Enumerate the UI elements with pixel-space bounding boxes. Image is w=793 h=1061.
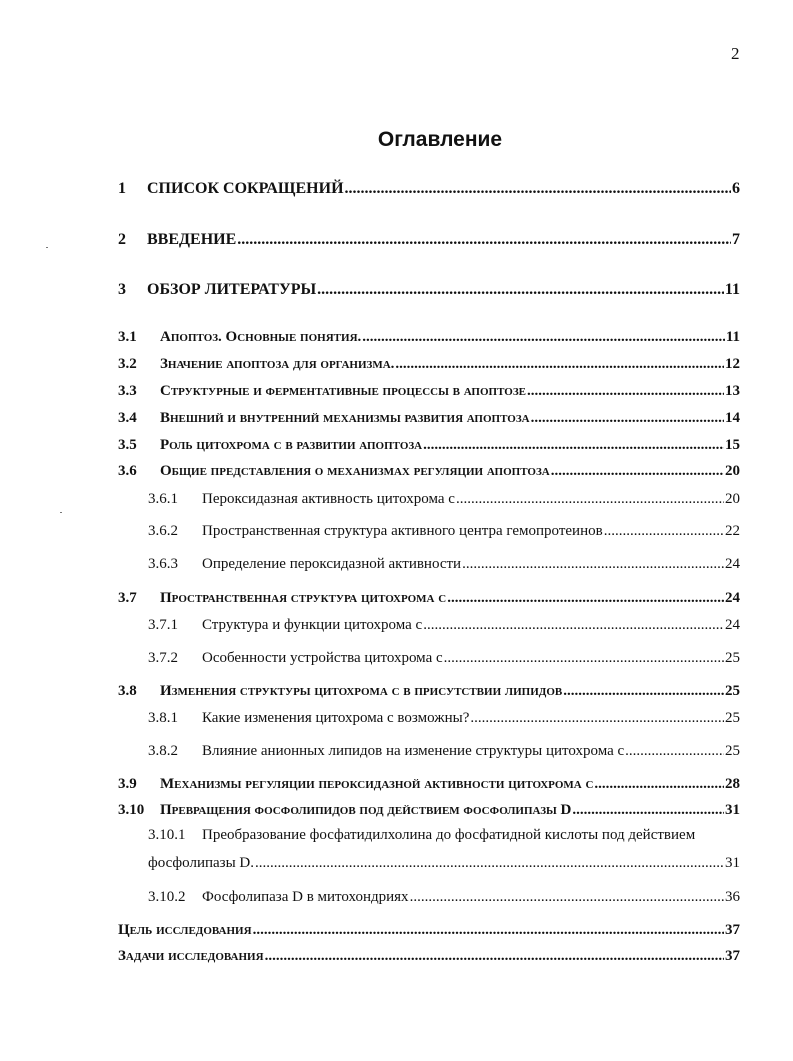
toc-leader <box>255 854 724 872</box>
toc-number: 3.8.1 <box>148 710 178 726</box>
toc-label: Особенности устройства цитохрома с <box>202 650 443 666</box>
toc-label: Определение пероксидазной активности <box>202 556 462 572</box>
toc-number: 3 <box>118 281 126 298</box>
toc-leader <box>447 589 724 607</box>
toc-leader <box>423 436 724 454</box>
toc-number: 3.6.2 <box>148 523 178 539</box>
toc-number: 3.9 <box>118 776 137 792</box>
toc-entry[interactable] <box>118 328 740 346</box>
toc-leader <box>423 616 724 634</box>
toc-page: 37 <box>725 948 740 964</box>
toc-entry[interactable] <box>118 409 740 427</box>
toc-leader <box>345 180 731 198</box>
toc-number: 3.7 <box>118 590 137 606</box>
toc-entry[interactable] <box>118 801 740 819</box>
toc-entry[interactable] <box>118 682 740 700</box>
toc-leader <box>470 709 724 727</box>
toc-label: Структурные и ферментативные процессы в апоптозе <box>160 383 526 399</box>
toc-leader <box>572 801 724 819</box>
toc-entry[interactable] <box>148 616 740 634</box>
toc-page: 25 <box>725 650 740 666</box>
toc-label: ВВЕДЕНИЕ <box>147 231 237 248</box>
toc-page: 11 <box>725 329 740 345</box>
toc-page: 13 <box>725 383 740 399</box>
toc-label[interactable]: Преобразование фосфатидилхолина до фосфатидной кислоты под действием <box>202 827 696 843</box>
toc-number: 3.1 <box>118 329 137 345</box>
toc-page: 6 <box>732 180 740 197</box>
toc-leader <box>527 382 724 400</box>
toc-leader <box>551 462 724 480</box>
toc-leader <box>594 775 724 793</box>
toc-label: Апоптоз. Основные понятия. <box>160 329 362 345</box>
toc-leader <box>604 522 724 540</box>
toc-leader <box>265 947 724 965</box>
toc-page: 24 <box>725 617 740 633</box>
toc-entry[interactable] <box>118 355 740 373</box>
toc-page: 7 <box>732 231 740 248</box>
toc-number: 3.2 <box>118 356 137 372</box>
toc-entry[interactable] <box>148 888 740 906</box>
toc-page: 11 <box>724 281 740 298</box>
scan-speck <box>46 247 48 248</box>
toc-label-continuation: фосфолипазы D. <box>148 855 254 871</box>
toc-number: 3.8 <box>118 683 137 699</box>
toc-number: 3.3 <box>118 383 137 399</box>
toc-label: Общие представления о механизмах регуляции апоптоза <box>160 463 550 479</box>
toc-label: Значение апоптоза для организма. <box>160 356 395 372</box>
toc-page: 24 <box>725 556 740 572</box>
toc-leader <box>410 888 724 906</box>
toc-page: 20 <box>725 463 740 479</box>
toc-number: 3.10.1 <box>148 827 186 843</box>
toc-entry[interactable] <box>118 382 740 400</box>
toc-number: 3.6 <box>118 463 137 479</box>
toc-entry[interactable] <box>118 589 740 607</box>
toc-label: Превращения фосфолипидов под действием фосфолипазы D <box>160 802 572 818</box>
toc-label: Изменения структуры цитохрома c в присутствии липидов <box>160 683 563 699</box>
toc-entry[interactable] <box>118 947 740 965</box>
toc-entry[interactable] <box>148 742 740 760</box>
toc-entry[interactable] <box>148 490 740 508</box>
toc-page: 14 <box>725 410 740 426</box>
toc-entry[interactable] <box>118 462 740 480</box>
toc-page: 28 <box>725 776 740 792</box>
toc-leader <box>625 742 724 760</box>
toc-label: Цель исследования <box>118 922 252 938</box>
toc-entry[interactable] <box>148 709 740 727</box>
toc-entry[interactable] <box>148 854 740 872</box>
toc-page: 31 <box>725 855 740 871</box>
toc-number: 2 <box>118 231 126 248</box>
toc-label: Роль цитохрома c в развитии апоптоза <box>160 437 423 453</box>
toc-leader <box>317 281 724 299</box>
toc-page: 25 <box>725 710 740 726</box>
page-number: 2 <box>731 44 740 63</box>
toc-page: 24 <box>725 590 740 606</box>
toc-label: Фосфолипаза D в митохондриях <box>202 889 409 905</box>
toc-page: 25 <box>725 743 740 759</box>
toc-entry[interactable] <box>118 281 740 299</box>
toc-number: 3.7.2 <box>148 650 178 666</box>
toc-leader <box>531 409 724 427</box>
toc-number: 1 <box>118 180 126 197</box>
toc-number: 3.7.1 <box>148 617 178 633</box>
toc-label: Какие изменения цитохрома с возможны? <box>202 710 470 726</box>
toc-page: 20 <box>725 491 740 507</box>
toc-label: Внешний и внутренний механизмы развития апоптоза <box>160 410 530 426</box>
toc-page: 15 <box>725 437 740 453</box>
page-title: Оглавление <box>377 128 503 151</box>
toc-entry[interactable] <box>118 436 740 454</box>
toc-entry[interactable] <box>148 555 740 573</box>
toc-leader <box>362 328 725 346</box>
toc-number: 3.8.2 <box>148 743 178 759</box>
toc-page: 22 <box>725 523 740 539</box>
toc-leader <box>456 490 724 508</box>
toc-entry[interactable] <box>148 522 740 540</box>
scan-speck <box>60 512 62 513</box>
toc-label: ОБЗОР ЛИТЕРАТУРЫ <box>147 281 317 298</box>
toc-number: 3.6.1 <box>148 491 178 507</box>
toc-leader <box>395 355 724 373</box>
toc-leader <box>563 682 724 700</box>
toc-label: Задачи исследования <box>118 948 264 964</box>
toc-number: 3.4 <box>118 410 137 426</box>
toc-page: 36 <box>725 889 740 905</box>
toc-label: Пероксидазная активность цитохрома с <box>202 491 455 507</box>
toc-entry[interactable] <box>118 921 740 939</box>
toc-page: 31 <box>725 802 740 818</box>
toc-label: Пространственная структура активного центра гемопротеинов <box>202 523 603 539</box>
toc-entry[interactable] <box>118 180 740 198</box>
toc-label: СПИСОК СОКРАЩЕНИЙ <box>147 180 344 197</box>
toc-entry[interactable] <box>118 775 740 793</box>
toc-entry[interactable] <box>148 649 740 667</box>
toc-leader <box>462 555 724 573</box>
toc-entry[interactable] <box>118 231 740 249</box>
toc-leader <box>237 231 731 249</box>
toc-label: Влияние анионных липидов на изменение структуры цитохрома с <box>202 743 625 759</box>
toc-number: 3.10.2 <box>148 889 186 905</box>
toc-leader <box>444 649 724 667</box>
toc-page: 37 <box>725 922 740 938</box>
toc-number: 3.6.3 <box>148 556 178 572</box>
toc-page: 12 <box>725 356 740 372</box>
toc-label: Структура и функции цитохрома с <box>202 617 423 633</box>
toc-number: 3.5 <box>118 437 137 453</box>
toc-page: 25 <box>725 683 740 699</box>
toc-leader <box>253 921 724 939</box>
toc-number: 3.10 <box>118 802 145 818</box>
toc-label: Пространственная структура цитохрома c <box>160 590 447 606</box>
toc-label: Механизмы регуляции пероксидазной активности цитохрома c <box>160 776 594 792</box>
